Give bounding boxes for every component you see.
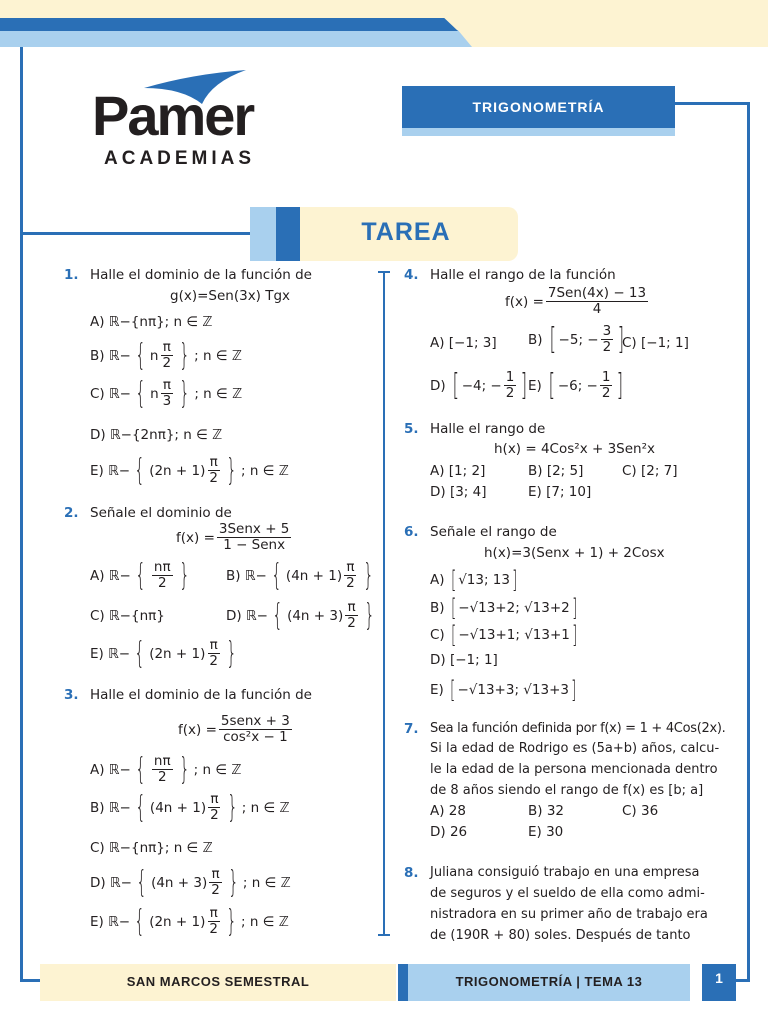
frame-right <box>747 104 750 982</box>
section-line <box>20 232 250 235</box>
q4-option-c: C) [−1; 1] <box>622 335 689 351</box>
q2-option-b: B) ℝ− { (4n + 1) $\frac{\pi}{2}$ } <box>226 557 374 593</box>
frame-bottom-right <box>735 979 750 982</box>
q2-option-d: D) ℝ− { (4n + 3) $\frac{\pi}{2}$ } <box>226 597 375 633</box>
q1-option-e: E) ℝ− { (2n + 1) $\frac{\pi}{2}$ } ; n ∈ ℤ <box>90 452 289 488</box>
frame-left <box>20 47 23 981</box>
q5-option-b: B) [2; 5] <box>528 463 584 479</box>
top-stripe-light <box>0 30 472 47</box>
frame-right-top <box>674 102 750 105</box>
logo-sub: ACADEMIAS <box>104 148 256 169</box>
q5-text: Halle el rango de <box>430 421 546 437</box>
q7-line-4: de 8 años siendo el rango de f(x) es [b; a] <box>430 783 704 798</box>
footer-right-text: TRIGONOMETRÍA | TEMA 13 <box>455 974 643 989</box>
q3-option-d: D) ℝ− { (4n + 3) $\frac{\pi}{2}$ } ; n ∈ ℤ <box>90 864 291 900</box>
q2-option-e: E) ℝ− { (2n + 1) $\frac{\pi}{2}$ } <box>90 635 237 671</box>
q8-number: 8. <box>404 865 419 881</box>
q4-text: Halle el rango de la función <box>430 267 616 283</box>
logo <box>92 68 292 173</box>
q6-option-a: A) [ √13; 13 ] <box>430 566 518 594</box>
q1-option-d: D) ℝ−{2nπ}; n ∈ ℤ <box>90 427 223 443</box>
divider-cap-bottom <box>378 934 390 936</box>
q1-option-b: B) ℝ− { n $\frac{\pi}{2}$ } ; n ∈ ℤ <box>90 337 242 373</box>
q4-option-e: E) [ −6; − $\frac{1}{2}$ ] <box>528 367 624 403</box>
q6-option-d: D) [−1; 1] <box>430 652 498 668</box>
q2-option-c: C) ℝ−{nπ} <box>90 608 165 624</box>
q1-option-a: A) ℝ−{nπ}; n ∈ ℤ <box>90 314 213 330</box>
q6-formula: h(x)=3(Senx + 1) + 2Cosx <box>484 545 665 561</box>
q1-formula: g(x)=Sen(3x) Tgx <box>170 288 291 304</box>
column-divider <box>383 272 385 936</box>
top-stripe-blue <box>0 18 458 31</box>
q2-formula: f(x) = $\frac{\text{3Senx + 5}}{\text{1 − Senx}}$ <box>176 521 290 553</box>
q7-option-c: C) 36 <box>622 803 659 819</box>
q5-number: 5. <box>404 421 419 437</box>
q6-option-c: C) [ −√13+1; √13+1 ] <box>430 621 578 649</box>
q7-number: 7. <box>404 721 419 737</box>
logo-main: Pamer <box>92 84 254 147</box>
q7-option-b: B) 32 <box>528 803 564 819</box>
q2-text: Señale el dominio de <box>90 505 232 521</box>
subject-banner-shadow <box>402 128 675 136</box>
q1-number: 1. <box>64 267 79 283</box>
q5-option-e: E) [7; 10] <box>528 484 592 500</box>
q2-number: 2. <box>64 505 79 521</box>
q7-option-d: D) 26 <box>430 824 468 840</box>
q4-number: 4. <box>404 267 419 283</box>
section-tab-light <box>250 207 276 261</box>
divider-cap-top <box>378 271 390 273</box>
q7-option-e: E) 30 <box>528 824 564 840</box>
q4-option-b: B) [ −5; − $\frac{3}{2}$ ] <box>528 321 625 357</box>
q5-option-d: D) [3; 4] <box>430 484 487 500</box>
q6-text: Señale el rango de <box>430 524 557 540</box>
q8-line-3: nistradora en su primer año de trabajo era <box>430 907 708 922</box>
q7-option-a: A) 28 <box>430 803 466 819</box>
section-title: TAREA <box>361 218 451 246</box>
q3-option-b: B) ℝ− { (4n + 1) $\frac{\pi}{2}$ } ; n ∈ ℤ <box>90 789 290 825</box>
footer-left-text: SAN MARCOS SEMESTRAL <box>126 974 310 989</box>
q3-formula: f(x) = $\frac{\text{5senx + 3}}{\text{cos²x − 1}}$ <box>178 713 290 745</box>
q7-line-1: Sea la función definida por f(x) = 1 + 4Cos(2x). <box>430 721 726 736</box>
q6-number: 6. <box>404 524 419 540</box>
footer-mid-accent <box>398 964 408 1001</box>
frame-bottom-left <box>20 979 42 982</box>
q8-line-4: de (190R + 80) soles. Después de tanto <box>430 928 691 943</box>
q4-formula: f(x) = $\frac{\text{7Sen(4x) − 13}}{4}$ <box>505 285 647 317</box>
q8-line-2: de seguros y el sueldo de ella como admi- <box>430 886 705 901</box>
q6-option-e: E) [ −√13+3; √13+3 ] <box>430 676 577 704</box>
q3-option-c: C) ℝ−{nπ}; n ∈ ℤ <box>90 840 213 856</box>
q5-option-c: C) [2; 7] <box>622 463 678 479</box>
q1-text: Halle el dominio de la función de <box>90 267 312 283</box>
q3-number: 3. <box>64 687 79 703</box>
subject-title: TRIGONOMETRÍA <box>472 99 605 115</box>
q3-option-e: E) ℝ− { (2n + 1) $\frac{\pi}{2}$ } ; n ∈ ℤ <box>90 903 289 939</box>
q4-option-d: D) [ −4; − $\frac{1}{2}$ ] <box>430 367 528 403</box>
q3-option-a: A) ℝ− { $\frac{n\pi}{2}$ } ; n ∈ ℤ <box>90 751 242 787</box>
q8-line-1: Juliana consiguió trabajo en una empresa <box>430 865 700 880</box>
q5-formula: h(x) = 4Cos²x + 3Sen²x <box>494 441 655 457</box>
q7-line-3: le la edad de la persona mencionada dentro <box>430 762 718 777</box>
page-number: 1 <box>715 970 723 986</box>
q1-option-c: C) ℝ− { n $\frac{\pi}{3}$ } ; n ∈ ℤ <box>90 375 243 411</box>
q6-option-b: B) [ −√13+2; √13+2 ] <box>430 594 577 622</box>
q2-option-a: A) ℝ− { $\frac{n\pi}{2}$ } <box>90 557 190 593</box>
q4-option-a: A) [−1; 3] <box>430 335 497 351</box>
q5-option-a: A) [1; 2] <box>430 463 486 479</box>
q7-line-2: Si la edad de Rodrigo es (5a+b) años, calcu- <box>430 741 720 756</box>
q3-text: Halle el dominio de la función de <box>90 687 312 703</box>
section-tab-blue <box>276 207 300 261</box>
